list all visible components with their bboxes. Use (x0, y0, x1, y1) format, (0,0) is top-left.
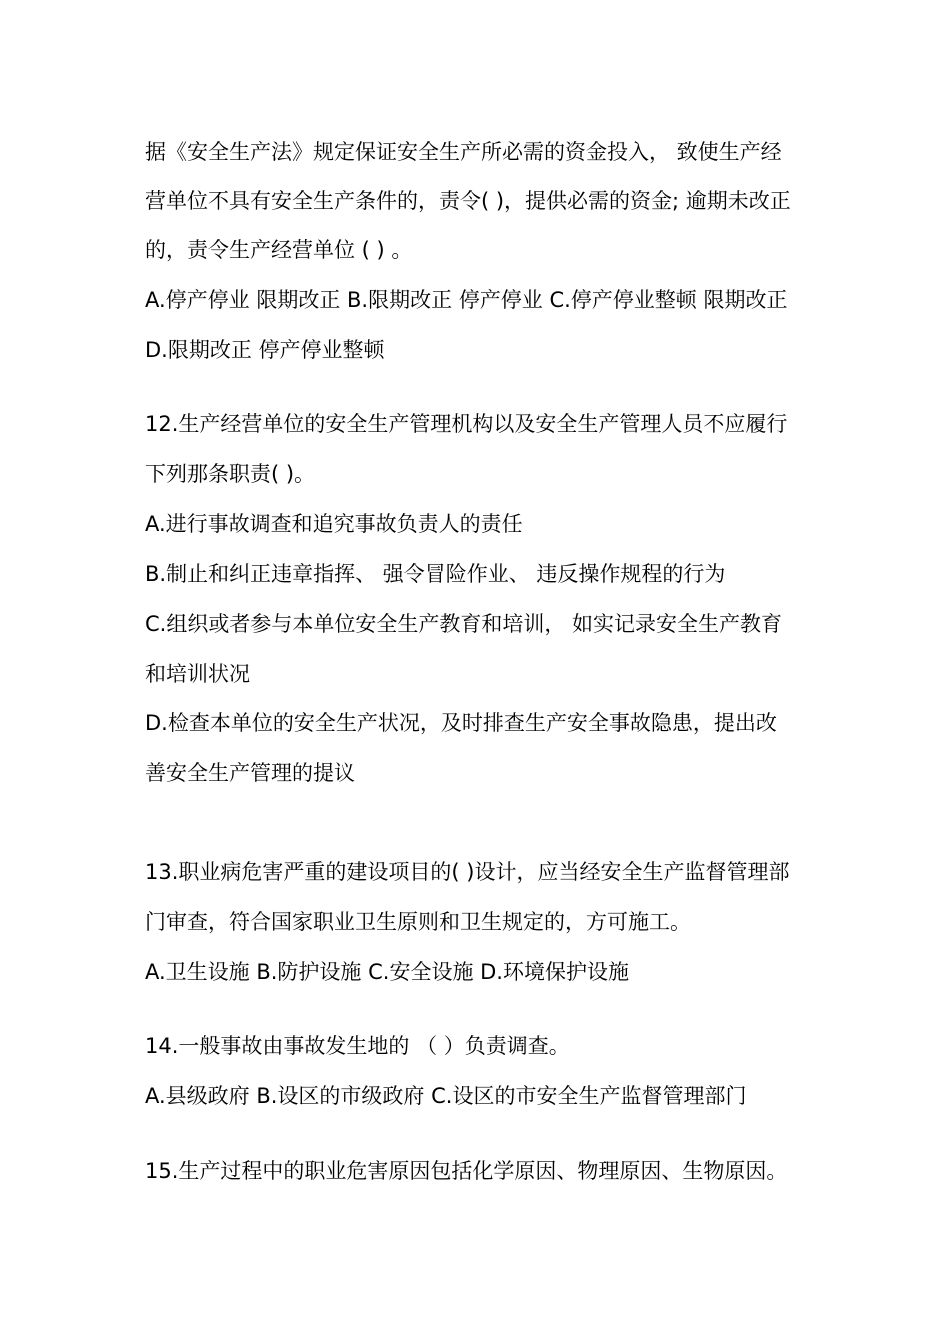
question-13-text-line-2: 门审查，符合国家职业卫生原则和卫生规定的，方可施工。 (145, 910, 691, 934)
question-14-text: 14.一般事故由事故发生地的 （ ）负责调查。 (145, 1034, 570, 1058)
question-12-option-c-line-2: 和培训状况 (145, 662, 250, 686)
question-13-text-line-1: 13.职业病危害严重的建设项目的( )设计，应当经安全生产监督管理部 (145, 860, 790, 884)
question-11-text-line-2: 营单位不具有安全生产条件的，责令( )，提供必需的资金; 逾期未改正 (145, 189, 791, 213)
question-12-option-c-line-1: C.组织或者参与本单位安全生产教育和培训， 如实记录安全生产教育 (145, 612, 783, 636)
question-12-text-line-2: 下列那条职责( )。 (145, 462, 316, 486)
question-11-text-line-3: 的，责令生产经营单位 ( ) 。 (145, 238, 413, 262)
question-12-option-d-line-1: D.检查本单位的安全生产状况，及时排查生产安全事故隐患，提出改 (145, 711, 777, 735)
question-12-option-b: B.制止和纠正违章指挥、 强令冒险作业、 违反操作规程的行为 (145, 562, 726, 586)
question-11-options-line-2: D.限期改正 停产停业整顿 (145, 338, 385, 362)
question-15-text: 15.生产过程中的职业危害原因包括化学原因、物理原因、生物原因。 (145, 1159, 788, 1183)
question-13-options: A.卫生设施 B.防护设施 C.安全设施 D.环境保护设施 (145, 960, 629, 984)
question-12-option-a: A.进行事故调查和追究事故负责人的责任 (145, 512, 523, 536)
question-14-options: A.县级政府 B.设区的市级政府 C.设区的市安全生产监督管理部门 (145, 1084, 747, 1108)
question-11-text-line-1: 据《安全生产法》规定保证安全生产所必需的资金投入， 致使生产经 (145, 140, 782, 164)
question-12-text-line-1: 12.生产经营单位的安全生产管理机构以及安全生产管理人员不应履行 (145, 412, 788, 436)
question-12-option-d-line-2: 善安全生产管理的提议 (145, 761, 355, 785)
question-11-options-line-1: A.停产停业 限期改正 B.限期改正 停产停业 C.停产停业整顿 限期改正 (145, 288, 788, 312)
